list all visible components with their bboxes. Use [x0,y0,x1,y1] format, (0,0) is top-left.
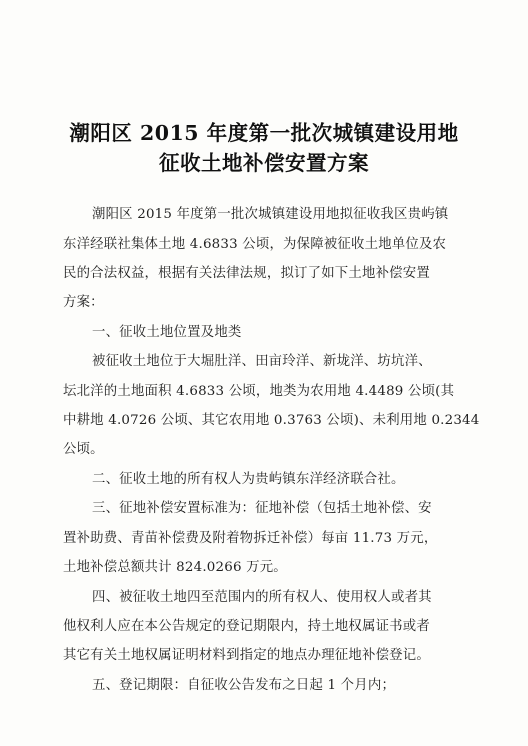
body-line: 他权利人应在本公告规定的登记期限内，持土地权属证书或者 [63,619,430,634]
body-line: 方案： [63,295,104,310]
body-line: 土地补偿总额共计 824.0266 万元。 [63,560,287,575]
body-line: 其它有关土地权属证明材料到指定的地点办理征地补偿登记。 [63,648,430,663]
document-title-line-2: 征收土地补偿安置方案 [159,151,369,175]
body-line: 三、征地补偿安置标准为：征地补偿（包括土地补偿、安 [92,501,432,516]
body-line: 坛北洋的土地面积 4.6833 公顷，地类为农用地 4.4489 公顷(其 [63,384,455,399]
body-line: 置补助费、青苗补偿费及附着物拆迁补偿）每亩 11.73 万元， [63,531,438,546]
body-line: 五、登记期限：自征收公告发布之日起 1 个月内； [92,678,396,693]
document-title-line-1: 潮阳区 2015 年度第一批次城镇建设用地 [69,121,459,145]
body-line: 潮阳区 2015 年度第一批次城镇建设用地拟征收我区贵屿镇 [92,207,449,222]
body-line: 四、被征收土地四至范围内的所有权人、使用权人或者其 [92,590,432,605]
body-line: 民的合法权益，根据有关法律法规，拟订了如下土地补偿安置 [63,266,430,281]
body-line: 中耕地 4.0726 公顷、其它农用地 0.3763 公顷)、未利用地 0.2344 [63,413,480,428]
section-heading: 二、征收土地的所有权人为贵屿镇东洋经济联合社。 [92,472,405,487]
body-line: 东洋经联社集体土地 4.6833 公顷，为保障被征收土地单位及农 [63,237,447,252]
body-line: 公顷。 [63,442,104,457]
section-heading: 一、征收土地位置及地类 [92,325,242,340]
body-line: 被征收土地位于大堀肚洋、田亩玲洋、新垅洋、坊坑洋、 [92,354,432,369]
